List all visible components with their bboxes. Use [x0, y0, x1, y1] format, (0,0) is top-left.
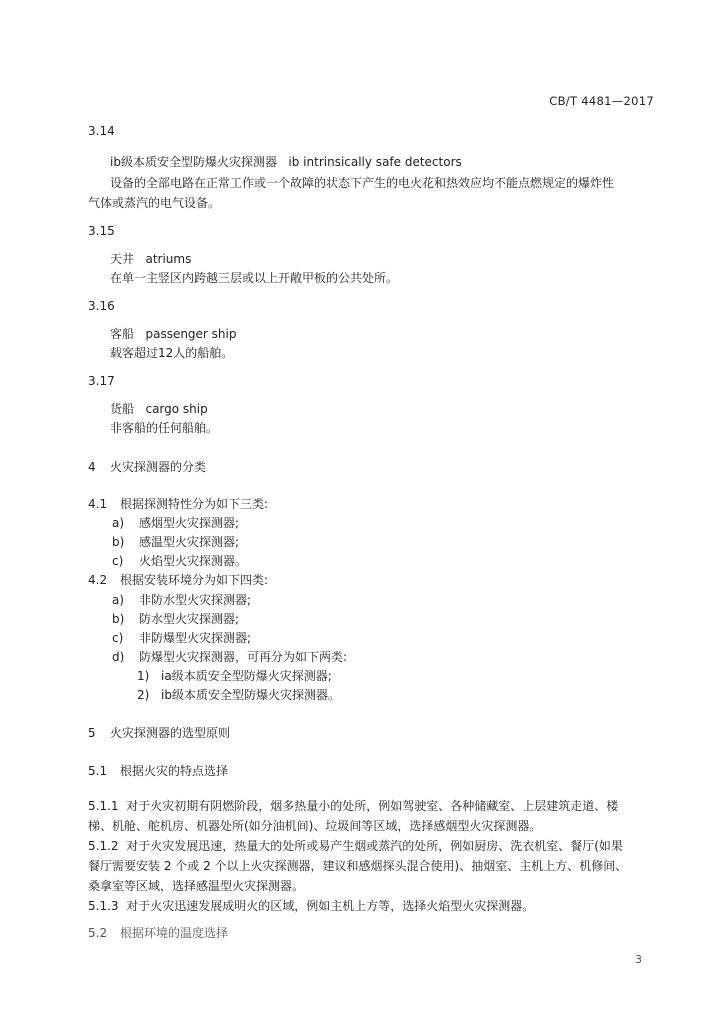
- list-mark: 1): [137, 669, 150, 683]
- paragraph-line: [88, 898, 534, 914]
- list-mark: b): [112, 535, 125, 549]
- subsection-text: 根据探测特性分为如下三类:: [120, 497, 269, 511]
- section-title: 火灾探测器的分类: [110, 460, 207, 474]
- list-item: [112, 592, 251, 608]
- subsection-number: 4.2: [88, 573, 108, 587]
- paragraph-text: 梯、机舱、舵机房、机器处所(如分油机间)、垃圾间等区域，选择感烟型火灾探测器。: [88, 819, 542, 833]
- term-zh: 客船: [110, 327, 135, 341]
- subsection-number: 5.1: [88, 764, 108, 778]
- subsection-text: 根据环境的温度选择: [120, 926, 229, 940]
- clause-number: 3.17: [88, 374, 115, 388]
- term-zh: ib级本质安全型防爆火灾探测器: [110, 155, 277, 169]
- list-mark: a): [112, 593, 125, 607]
- term-en: passenger ship: [145, 327, 237, 341]
- clause-number: 3.16: [88, 299, 115, 313]
- list-text: 防水型火灾探测器;: [139, 612, 240, 626]
- definition-text: 气体或蒸汽的电气设备。: [88, 196, 221, 210]
- list-text: ib级本质安全型防爆火灾探测器。: [161, 688, 340, 702]
- term-en: cargo ship: [145, 402, 208, 416]
- paragraph-text: 对于火灾迅速发展成明火的区域，例如主机上方等，选择火焰型火灾探测器。: [126, 899, 535, 913]
- list-mark: b): [112, 612, 125, 626]
- paragraph-text: 桑拿室等区域，选择感温型火灾探测器。: [88, 879, 305, 893]
- page-number: 3: [635, 953, 642, 966]
- paragraph-text: 对于火灾初期有阴燃阶段，烟多热量小的处所，例如驾驶室、各种储藏室、上层建筑走道、楼: [126, 799, 619, 813]
- section-title: 火灾探测器的选型原则: [110, 726, 231, 740]
- term-zh: 天井: [110, 252, 135, 266]
- list-item: [112, 649, 347, 665]
- list-mark: d): [112, 650, 125, 664]
- definition-text: 非客船的任何船舶。: [110, 421, 219, 435]
- list-text: 非防爆型火灾探测器;: [139, 631, 252, 645]
- section-heading: [88, 459, 206, 475]
- clause-number: 3.14: [88, 124, 115, 138]
- definition-text: 设备的全部电路在正常工作或一个故障的状态下产生的电火花和热效应均不能点燃规定的爆炸性: [110, 176, 615, 190]
- list-text: 火焰型火灾探测器。: [139, 554, 248, 568]
- subsection-heading: [88, 925, 228, 941]
- definition-text: 在单一主竖区内跨越三层或以上开敞甲板的公共处所。: [110, 271, 399, 285]
- subsection-heading: [88, 763, 228, 779]
- paragraph-number: 5.1.1: [88, 799, 119, 813]
- term-en: ib intrinsically safe detectors: [288, 155, 462, 169]
- section-number: 5: [88, 726, 96, 740]
- term-line: [110, 251, 191, 267]
- paragraph-number: 5.1.2: [88, 839, 119, 853]
- list-mark: a): [112, 516, 125, 530]
- section-number: 4: [88, 460, 96, 474]
- list-item: [112, 611, 239, 627]
- subsection-text: 根据安装环境分为如下四类:: [120, 573, 269, 587]
- subsection-number: 5.2: [88, 926, 108, 940]
- subsection-number: 4.1: [88, 497, 108, 511]
- list-text: 非防水型火灾探测器;: [139, 593, 252, 607]
- list-mark: c): [112, 631, 124, 645]
- term-line: [110, 154, 462, 170]
- term-en: atriums: [145, 252, 192, 266]
- paragraph-text: 餐厅需要安装 2 个或 2 个以上火灾探测器，建议和感烟探头混合使用)、抽烟室、主机上方、机修间、: [88, 859, 628, 873]
- list-mark: 2): [137, 688, 150, 702]
- list-text: 感温型火灾探测器;: [139, 535, 240, 549]
- term-line: [110, 401, 208, 417]
- list-item: [112, 553, 247, 569]
- subsection-heading: [88, 496, 268, 512]
- term-zh: 货船: [110, 402, 135, 416]
- clause-number: 3.15: [88, 224, 115, 238]
- list-mark: c): [112, 554, 124, 568]
- list-text: 感烟型火灾探测器;: [139, 516, 240, 530]
- paragraph-line: [88, 798, 618, 814]
- paragraph-line: [88, 838, 623, 854]
- sub-list-item: [137, 668, 332, 684]
- list-text: 防爆型火灾探测器，可再分为如下两类:: [139, 650, 348, 664]
- subsection-heading: [88, 572, 268, 588]
- list-item: [112, 630, 251, 646]
- term-line: [110, 326, 237, 342]
- section-heading: [88, 725, 230, 741]
- list-text: ia级本质安全型防爆火灾探测器;: [161, 669, 332, 683]
- sub-list-item: [137, 687, 340, 703]
- list-item: [112, 534, 239, 550]
- list-item: [112, 515, 239, 531]
- definition-text: 载客超过12人的船舶。: [110, 346, 234, 360]
- document-code: CB/T 4481—2017: [549, 94, 654, 108]
- paragraph-text: 对于火灾发展迅速，热量大的处所或易产生烟或蒸汽的处所，例如厨房、洗衣机室、餐厅(如果: [126, 839, 623, 853]
- subsection-text: 根据火灾的特点选择: [120, 764, 229, 778]
- paragraph-number: 5.1.3: [88, 899, 119, 913]
